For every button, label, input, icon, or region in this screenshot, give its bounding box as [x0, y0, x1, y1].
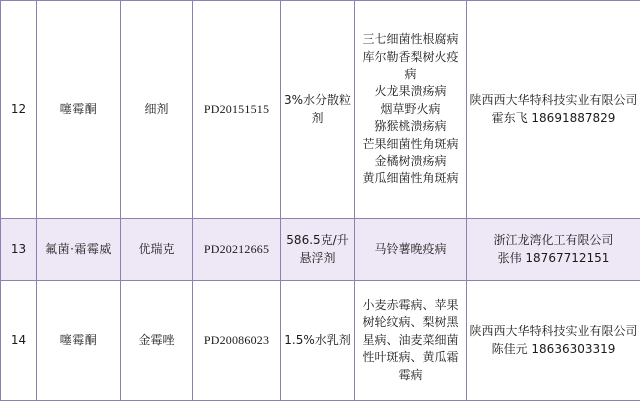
- holder-contact: 陈佳元 18636303319: [491, 341, 616, 356]
- holder-name: 陕西西大华特科技实业有限公司: [469, 324, 638, 339]
- holder-contact: 张伟 18767712151: [497, 250, 610, 265]
- cell-holder: [467, 281, 640, 401]
- cell-registration-number: PD20151515: [193, 1, 281, 219]
- table-row: [1, 1, 640, 219]
- holder-name: 浙江龙湾化工有限公司: [493, 233, 614, 248]
- cell-holder: [467, 1, 640, 219]
- cell-uses: 三七细菌性根腐病 库尔勒香梨树火疫病 火龙果溃疡病 烟草野火病 猕猴桃溃疡病 芒果细菌性角斑病 金橘树溃疡病 黄瓜细菌性角斑病: [355, 1, 467, 219]
- cell-registration-number: PD20086023: [193, 281, 281, 401]
- holder-contact: 霍东飞 18691887829: [491, 110, 616, 125]
- cell-registration-number: PD20212665: [193, 219, 281, 281]
- cell-formulation: 586.5克/升悬浮剂: [281, 219, 355, 281]
- table-row: [1, 219, 640, 281]
- table-row: [1, 281, 640, 401]
- cell-trade-name: 金霉唑: [121, 281, 193, 401]
- cell-uses: 马铃薯晚疫病: [355, 219, 467, 281]
- cell-index: 13: [1, 219, 37, 281]
- cell-index: 12: [1, 1, 37, 219]
- cell-ingredient: 噻霉酮: [37, 281, 121, 401]
- cell-holder: [467, 219, 640, 281]
- cell-formulation: 1.5%水乳剂: [281, 281, 355, 401]
- cell-uses: 小麦赤霉病、苹果树轮纹病、梨树黑星病、油麦菜细菌性叶斑病、黄瓜霜霉病: [355, 281, 467, 401]
- holder-name: 陕西西大华特科技实业有限公司: [469, 93, 638, 108]
- cell-ingredient: 氟菌·霜霉威: [37, 219, 121, 281]
- cell-trade-name: 细剂: [121, 1, 193, 219]
- cell-formulation: 3%水分散粒剂: [281, 1, 355, 219]
- cell-index: 14: [1, 281, 37, 401]
- cell-trade-name: 优瑞克: [121, 219, 193, 281]
- cell-ingredient: 噻霉酮: [37, 1, 121, 219]
